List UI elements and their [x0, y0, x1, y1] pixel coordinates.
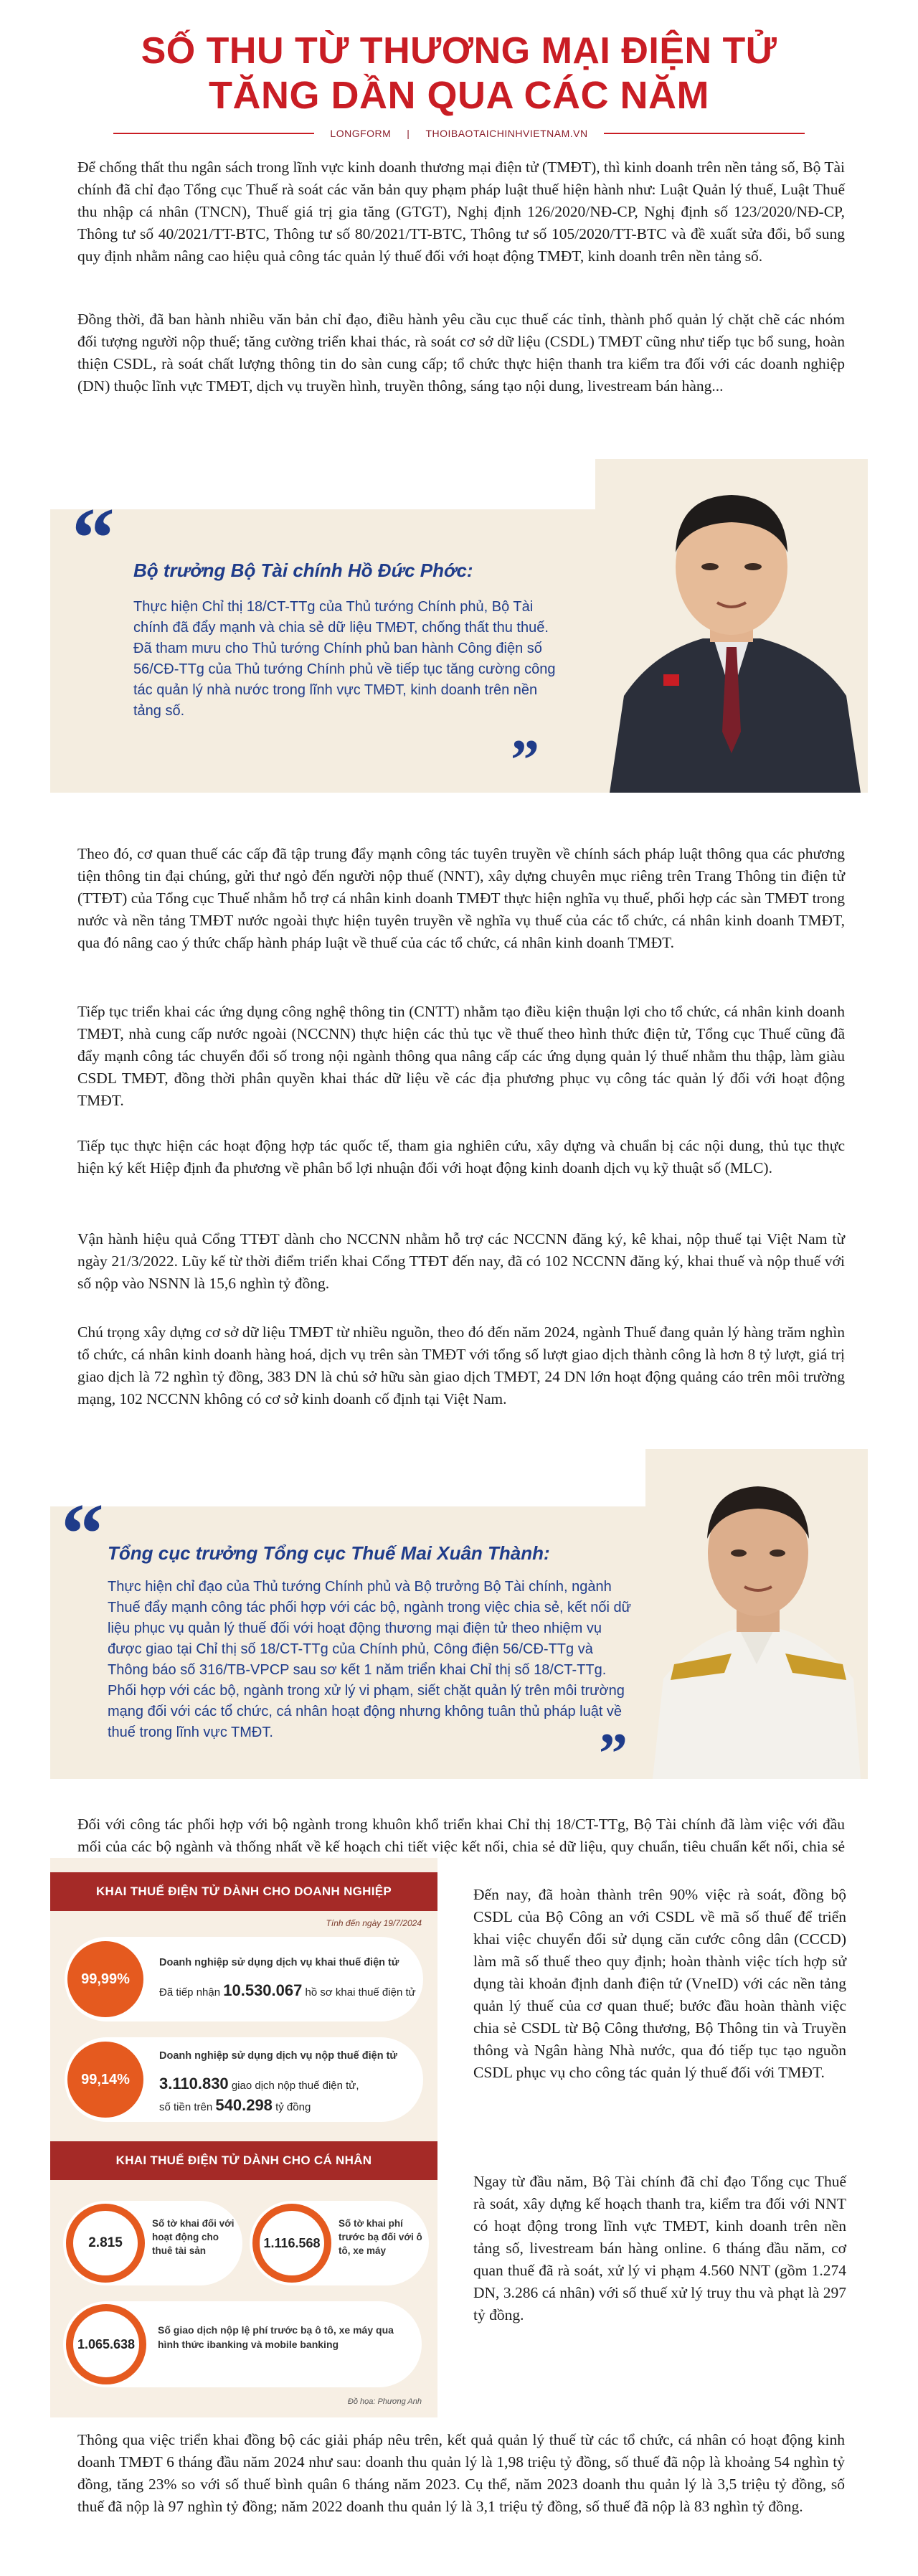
infographic-band-individual: KHAI THUẾ ĐIỆN TỬ DÀNH CHO CÁ NHÂN	[50, 2141, 437, 2180]
header-rule-right	[604, 133, 805, 134]
business-received-line	[159, 1981, 416, 2000]
business-epayment-line-2	[159, 2096, 311, 2115]
paragraph-11: Thông qua việc triển khai đồng bộ các giải pháp nêu trên, kết quả quản lý thuế từ các tổ chức, cá nhân có hoạt động kinh doanh TMĐT 6 tháng đầu năm 2024 như sau: doanh thu quản lý là 1,98 triệu tỷ đồng, số thuế đã nộp là khoảng 54 nghìn tỷ đồng, tăng 23% so với số thuế bình quân 6 tháng năm 2023. Cụ thể, năm 2023 doanh thu quản lý là 3,5 triệu tỷ đồng, số thuế đã nộp là 97 nghìn tỷ đồng; năm 2022 doanh thu quản lý là 3,1 triệu tỷ đồng, số thuế đã nộp là 83 nghìn tỷ đồng.	[77, 2431, 845, 2515]
quote-1-close-mark: ”	[511, 729, 539, 792]
business-received-suffix: hồ sơ khai thuế điện tử	[305, 1986, 416, 1999]
business-epayment-amount-prefix: số tiền trên	[159, 2101, 213, 2113]
paragraph-10: Ngay từ đầu năm, Bộ Tài chính đã chỉ đạo Tổng cục Thuế rà soát, xây dựng kế hoạch thanh tra, kiểm tra đối với NNT có hoạt động trong lĩnh vực TMĐT, kinh doanh trên nền tảng số, livestream bán hàng online. 6 tháng đầu năm, cơ quan thuế đã rà soát, xử lý vi phạm 4.560 NNT (gồm 1.274 DN, 3.286 cá nhân) với số thuế xử lý truy thu và phạt là 297 tỷ đồng.	[473, 2173, 846, 2323]
quote-1-open-mark: “	[72, 490, 115, 585]
minister-portrait	[595, 459, 868, 793]
paragraph-7: Chú trọng xây dựng cơ sở dữ liệu TMĐT từ nhiều nguồn, theo đó đến năm 2024, ngành Thuế đang quản lý hàng trăm nghìn tổ chức, cá nhân kinh doanh hàng hoá, dịch vụ trên sàn TMĐT với tổng số lượt giao dịch thành công là hơn 8 tỷ lượt, giá trị giao dịch là 72 nghìn tỷ đồng, 383 DN là chủ sở hữu sàn giao dịch TMĐT, 24 DN lớn hoạt động quảng cáo trên môi trường mạng, 102 NCCNN không có cơ sở kinh doanh cố định tại Việt Nam.	[77, 1324, 845, 1407]
business-epayment-amount: 540.298	[215, 2096, 273, 2114]
business-epayment-percent: 99,14%	[67, 2042, 143, 2118]
header	[0, 0, 918, 139]
paragraph-2: Đồng thời, đã ban hành nhiều văn bản chỉ đạo, điều hành yêu cầu cục thuế các tỉnh, thành phố quản lý chặt chẽ các nhóm đối tượng người nộp thuế; tăng cường triển khai thác, rà soát cơ sở dữ liệu (CSDL) TMĐT cũng như tiếp tục bổ sung, hoàn thiện CSDL, rà soát chất lượng thông tin do sàn cung cấp; tổ chức thực hiện thanh tra kiểm tra đối với các doanh nghiệp (DN) thuộc lĩnh vực TMĐT, dịch vụ truyền hình, truyền thông, sáng tạo nội dung, livestream bán hàng...	[77, 311, 845, 395]
ebanking-transactions-label: Số giao dịch nộp lệ phí trước bạ ô tô, xe máy qua hình thức ibanking và mobile banking	[158, 2324, 394, 2350]
business-epayment-count-suffix: giao dịch nộp thuế điện tử,	[231, 2080, 359, 2092]
header-subline	[0, 128, 918, 139]
paragraph-4: Tiếp tục triển khai các ứng dụng công nghệ thông tin (CNTT) nhằm tạo điều kiện thuận lợi cho tổ chức, cá nhân kinh doanh TMĐT, nhà cung cấp nước ngoài (NCCNN) thực hiện các thủ tục về thuế theo hình thức điện tử, Tổng cục Thuế cũng đã đẩy mạnh công tác chuyển đổi số trong nội ngành thông qua nâng cấp các ứng dụng quản lý thuế nhằm thu thập, làm giàu CSDL TMĐT, đồng thời phân quyền khai thác dữ liệu về các địa phương phục vụ công tác quản lý đối với hoạt động TMĐT.	[77, 1003, 845, 1109]
title-line-1: SỐ THU TỪ THƯƠNG MẠI ĐIỆN TỬ	[141, 30, 777, 72]
infographic-credit: Đồ họa: Phương Anh	[347, 2397, 422, 2406]
quote-1-text: Thực hiện Chỉ thị 18/CT-TTg của Thủ tướng Chính phủ, Bộ Tài chính đã đẩy mạnh và chia sẻ dữ liệu TMĐT, chống thất thu thuế. Đã tham mưu cho Thủ tướng Chính phủ ban hành Công điện số 56/CĐ-TTg của Thủ tướng Chính phủ về tiếp tục tăng cường công tác quản lý nhà nước trong lĩnh vực TMĐT, kinh doanh trên nền tảng số.	[133, 599, 556, 719]
quote-2-open-mark: “	[61, 1486, 104, 1581]
business-einvoice-percent: 99,99%	[67, 1941, 143, 2017]
registration-fee-declarations-value: 1.116.568	[252, 2204, 331, 2283]
longform-tag: LONGFORM	[330, 128, 392, 139]
paragraph-6: Vận hành hiệu quả Cổng TTĐT dành cho NCCNN nhằm hỗ trợ các NCCNN đăng ký, kê khai, nộp thuế tại Việt Nam từ ngày 21/3/2022. Lũy kế từ thời điểm triển khai Cổng TTĐT đến nay, đã có 102 NCCNN đăng ký, khai thuế và nộp thuế với số nộp vào NSNN là 15,6 nghìn tỷ đồng.	[77, 1230, 845, 1292]
infographic-band-business: KHAI THUẾ ĐIỆN TỬ DÀNH CHO DOANH NGHIỆP	[50, 1872, 437, 1911]
business-received-prefix: Đã tiếp nhận	[159, 1986, 221, 1999]
business-epayment-count: 3.110.830	[159, 2075, 229, 2093]
paragraph-5: Tiếp tục thực hiện các hoạt động hợp tác quốc tế, tham gia nghiên cứu, xây dựng và chuẩn bị các nội dung, thủ tục thực hiện ký kết Hiệp định đa phương về phân bổ lợi nhuận đối với hoạt động kinh doanh dịch vụ kỹ thuật số (MLC).	[77, 1137, 845, 1176]
director-portrait	[645, 1449, 868, 1779]
tax-infographic	[50, 1858, 437, 2417]
ebanking-transactions-value: 1.065.638	[66, 2304, 146, 2384]
registration-fee-declarations-label: Số tờ khai phí trước bạ đối với ô tô, xe máy	[339, 2218, 422, 2256]
rental-declarations-label: Số tờ khai đối với hoạt động cho thuê tài sản	[152, 2218, 235, 2256]
quote-2-speaker: Tổng cục trưởng Tổng cục Thuế Mai Xuân Thành:	[108, 1542, 550, 1564]
business-epayment-amount-suffix: tỷ đồng	[275, 2101, 311, 2113]
site-link[interactable]: THOIBAOTAICHINHVIETNAM.VN	[425, 128, 588, 139]
paragraph-9: Đến nay, đã hoàn thành trên 90% việc rà soát, đồng bộ CSDL của Bộ Công an với CSDL về mã số thuế để triển khai việc chuyển đổi sử dụng căn cước công dân (CCCD) làm mã số thuế theo quy định; hoàn thành việc tích hợp sử dụng tài khoản định danh điện tử (VneID) với các nền tảng quản lý thuế của cơ quan thuế; bước đầu hoàn thành việc chia sẻ CSDL từ Bộ Công thương, Bộ Thông tin và Truyền thông và Ngân hàng Nhà nước, qua đó tiếp tục tạo nguồn CSDL phục vụ cho công tác quản lý thuế đối với TMĐT.	[473, 1886, 846, 2081]
rental-declarations-value: 2.815	[66, 2204, 145, 2283]
quote-1-speaker: Bộ trưởng Bộ Tài chính Hồ Đức Phớc:	[133, 560, 473, 581]
quote-2-text: Thực hiện chỉ đạo của Thủ tướng Chính phủ và Bộ trưởng Bộ Tài chính, ngành Thuế đẩy mạnh công tác phối hợp với các bộ, ngành trong việc chia sẻ, kết nối dữ liệu phục vụ quản lý thuế đối với hoạt động thương mại điện tử theo nhiệm vụ được giao tại Chỉ thị số 18/CT-TTg của Chính phủ, Công điện 56/CĐ-TTg và Thông báo số 316/TB-VPCP sau sơ kết 1 năm triển khai Chỉ thị số 18/CT-TTg. Phối hợp với các bộ, ngành trong xử lý vi phạm, siết chặt quản lý trên môi trường mạng đối với các tổ chức, cá nhân hoạt động nhưng không tuân thủ pháp luật về thuế trong lĩnh vực TMĐT.	[108, 1579, 632, 1740]
business-einvoice-label: Doanh nghiệp sử dụng dịch vụ khai thuế điện tử	[159, 1957, 399, 1968]
paragraph-3: Theo đó, cơ quan thuế các cấp đã tập trung đẩy mạnh công tác tuyên truyền về chính sách pháp luật thông qua các phương tiện thông tin đại chúng, gửi thư ngỏ đến người nộp thuế (NNT), xây dựng chuyên mục riêng trên Trang Thông tin điện tử (TTĐT) của Tổng cục Thuế nhằm hỗ trợ cá nhân kinh doanh TMĐT thực hiện nghĩa vụ thuế, phối hợp các sàn TMĐT trong nước và nền tảng TMĐT nước ngoài thực hiện tuyên truyền về nghĩa vụ thuế của các tổ chức, cá nhân kinh doanh TMĐT, qua đó nâng cao ý thức chấp hành pháp luật về thuế của các tổ chức, cá nhân kinh doanh TMĐT.	[77, 845, 845, 951]
infographic-date-note: Tính đến ngày 19/7/2024	[326, 1918, 422, 1928]
quote-2-close-mark: ”	[599, 1722, 628, 1785]
business-epayment-label: Doanh nghiệp sử dụng dịch vụ nộp thuế điện tử	[159, 2050, 397, 2062]
header-rule-left	[113, 133, 314, 134]
paragraph-1: Để chống thất thu ngân sách trong lĩnh vực kinh doanh thương mại điện tử (TMĐT), thì kinh doanh trên nền tảng số, Bộ Tài chính đã chỉ đạo Tổng cục Thuế rà soát các văn bản quy phạm pháp luật thuế hiện hành như: Luật Quản lý thuế, Luật Thuế thu nhập cá nhân (TNCN), Thuế giá trị gia tăng (GTGT), Nghị định 126/2020/NĐ-CP, Nghị định số 123/2020/NĐ-CP, Thông tư số 40/2021/TT-BTC, Thông tư số 80/2021/TT-BTC, Thông tư số 105/2020/TT-BTC và đề xuất sửa đổi, bổ sung quy định nhằm nâng cao hiệu quả công tác quản lý thuế đối với hoạt động TMĐT, kinh doanh trên nền tảng số.	[77, 159, 845, 265]
business-received-value: 10.530.067	[223, 1981, 303, 1999]
paragraph-8: Đối với công tác phối hợp với bộ ngành trong khuôn khổ triển khai Chỉ thị 18/CT-TTg, Bộ Tài chính đã làm việc với đầu mối của các bộ ngành và thống nhất về kế hoạch chi tiết việc kết nối, chia sẻ dữ liệu, quy chuẩn, tiêu chuẩn kết nối, chia sẻ	[77, 1816, 845, 1855]
title-line-2: TĂNG DẦN QUA CÁC NĂM	[209, 74, 709, 117]
business-epayment-line-1	[159, 2075, 359, 2093]
header-separator: |	[407, 128, 410, 139]
